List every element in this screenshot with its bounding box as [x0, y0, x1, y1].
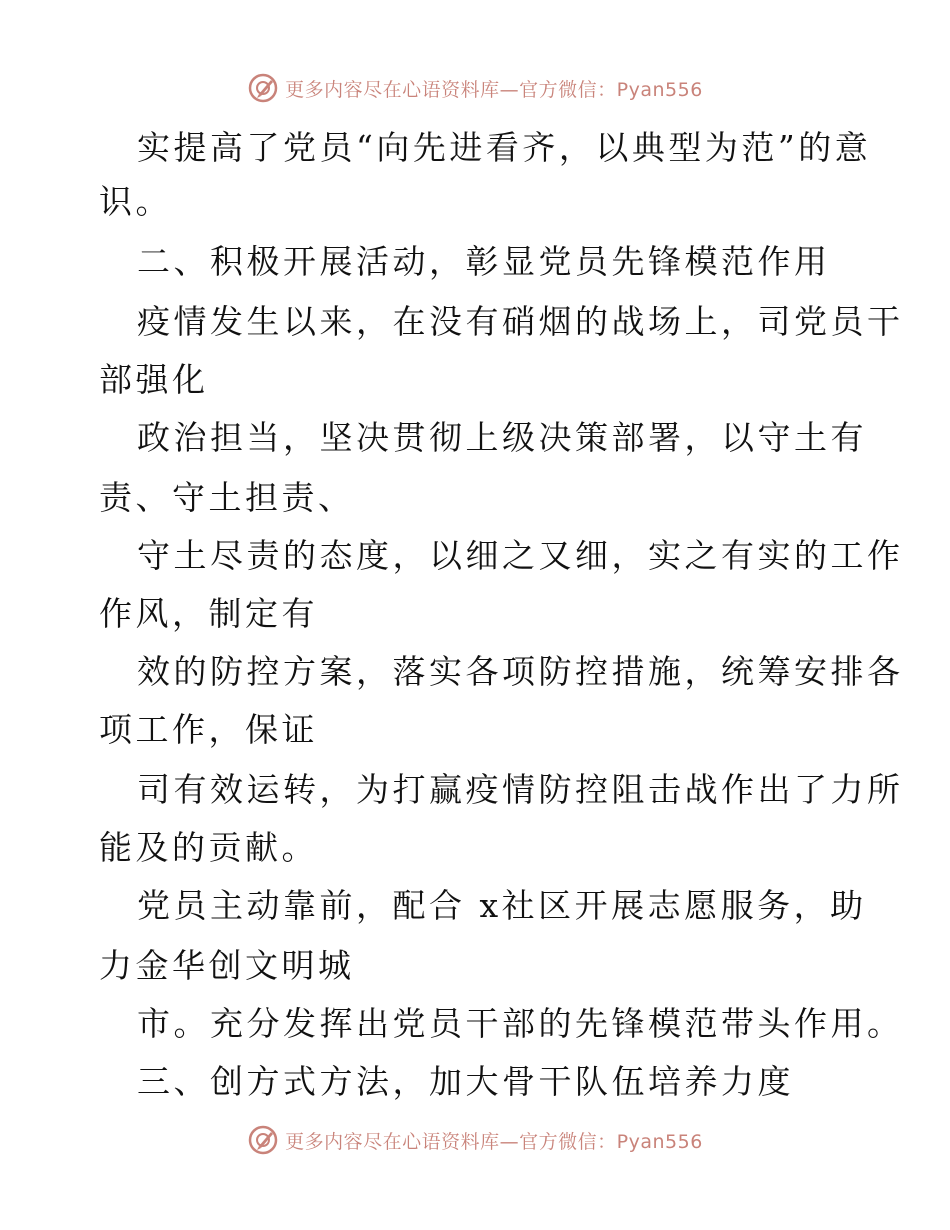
text-line-14: 党员主动靠前，配合 x社区开展志愿服务，助	[137, 886, 867, 925]
text-line-16: 市。充分发挥出党员干部的先锋模范带头作用。	[137, 1004, 904, 1043]
pen-logo-icon	[247, 1124, 279, 1156]
text-line-9: 作风，制定有	[99, 594, 318, 633]
text-line-8: 守土尽责的态度，以细之又细，实之有实的工作	[137, 536, 904, 575]
text-line-15: 力金华创文明城	[99, 946, 355, 985]
watermark-text: 更多内容尽在心语资料库—官方微信：Pyan556	[285, 78, 703, 101]
text-line-12: 司有效运转，为打赢疫情防控阻击战作出了力所	[137, 770, 904, 809]
header-watermark	[0, 72, 950, 104]
section-heading-3: 三、创方式方法，加大骨干队伍培养力度	[137, 1062, 794, 1101]
text-line-4: 疫情发生以来，在没有硝烟的战场上，司党员干	[137, 302, 904, 341]
text-line-5: 部强化	[99, 360, 209, 399]
watermark-text: 更多内容尽在心语资料库—官方微信：Pyan556	[285, 1130, 703, 1153]
text-line-1: 实提高了党员“向先进看齐，以典型为范”的意	[137, 128, 872, 167]
text-line-13: 能及的贡献。	[99, 828, 318, 867]
pen-logo-icon	[247, 72, 279, 104]
section-heading-2: 二、积极开展活动，彰显党员先锋模范作用	[137, 242, 831, 281]
text-line-6: 政治担当，坚决贯彻上级决策部署，以守土有	[137, 418, 867, 457]
text-line-7: 责、守土担责、	[99, 478, 355, 517]
text-line-10: 效的防控方案，落实各项防控措施，统筹安排各	[137, 652, 904, 691]
text-line-11: 项工作，保证	[99, 710, 318, 749]
text-line-2: 识。	[99, 182, 172, 221]
footer-watermark	[0, 1124, 950, 1156]
